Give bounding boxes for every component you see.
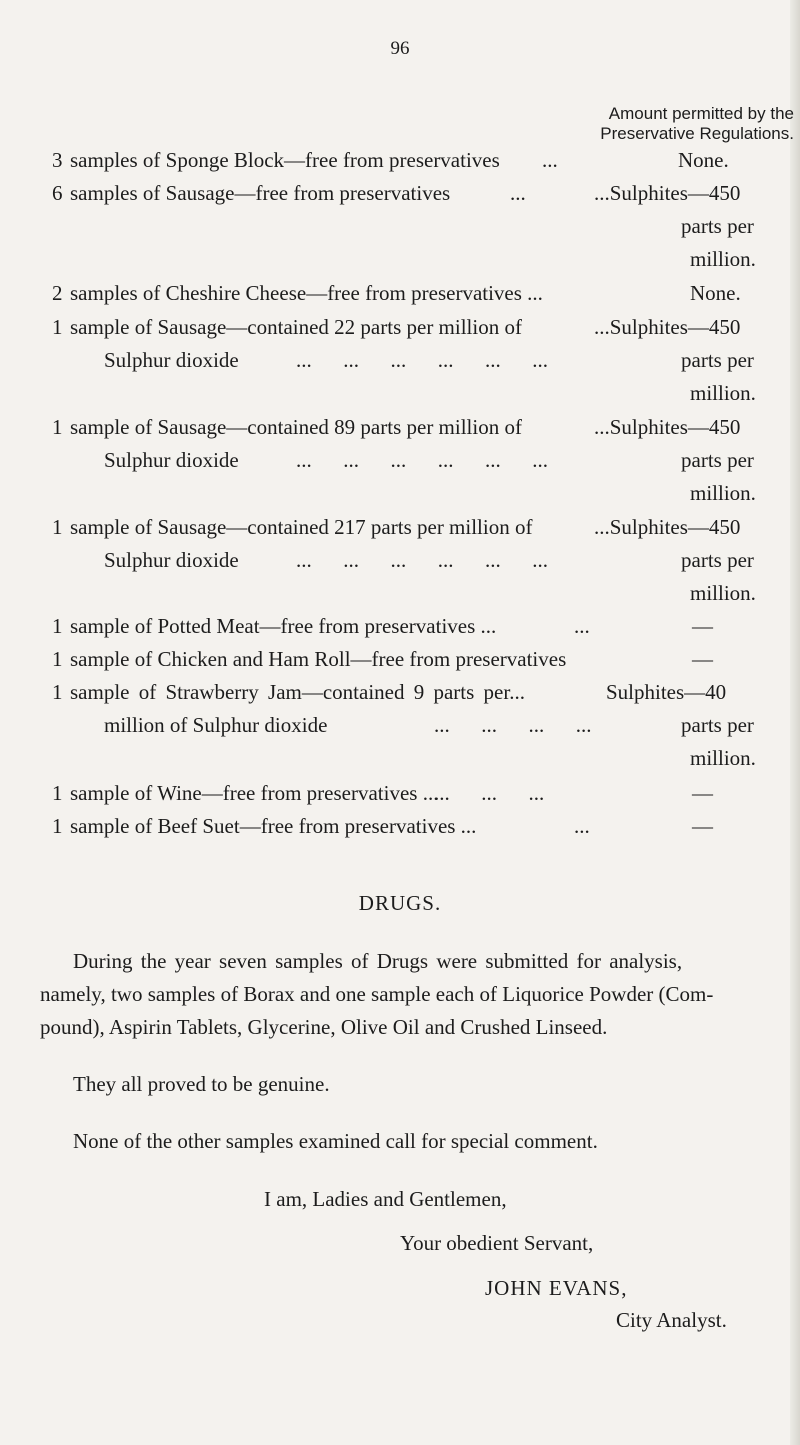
sample-count: 1 <box>52 814 63 838</box>
sample-count: 1 <box>52 415 63 439</box>
leader-dots: ... ... ... ... ... ... <box>296 448 548 472</box>
sample-description: sample of Strawberry Jam—contained 9 parts per... <box>70 680 525 704</box>
leader-dots: ... <box>574 614 590 638</box>
leader-dots: ... ... ... ... ... ... <box>296 548 548 572</box>
sample-result: ...Sulphites—450 <box>594 315 741 339</box>
comment-paragraph: None of the other samples examined call for special comment. <box>73 1129 598 1153</box>
sample-description: sample of Beef Suet—free from preservatives ... <box>70 814 477 838</box>
sample-description: samples of Sponge Block—free from preservatives <box>70 148 500 172</box>
leader-dots: ... <box>510 181 526 205</box>
sample-result: Sulphites—40 <box>606 680 727 704</box>
drugs-paragraph: They all proved to be genuine. <box>73 1072 330 1096</box>
leader-dots: ... <box>542 148 558 172</box>
column-header-line-2: Preservative Regulations. <box>600 124 794 143</box>
sample-description: sample of Potted Meat—free from preservatives ... <box>70 614 497 638</box>
sample-count: 3 <box>52 148 63 172</box>
sample-count: 1 <box>52 781 63 805</box>
closing-salutation: I am, Ladies and Gentlemen, <box>264 1187 507 1211</box>
sample-count: 1 <box>52 315 63 339</box>
sample-description: sample of Sausage—contained 22 parts per million of <box>70 315 522 339</box>
sample-description: sample of Sausage—contained 217 parts per million of <box>70 515 533 539</box>
leader-dots: ... <box>574 814 590 838</box>
sample-count: 2 <box>52 281 63 305</box>
sample-result: ...Sulphites—450 <box>594 415 741 439</box>
sample-description-continued: Sulphur dioxide <box>104 548 239 572</box>
sample-description-continued: Sulphur dioxide <box>104 348 239 372</box>
sample-result: — <box>692 814 713 838</box>
sample-count: 1 <box>52 647 63 671</box>
sample-result: ...Sulphites—450 <box>594 181 741 205</box>
sample-result: — <box>692 781 713 805</box>
leader-dots: ... ... ... ... <box>434 713 592 737</box>
signatory-title: City Analyst. <box>616 1308 727 1332</box>
sample-description: sample of Sausage—contained 89 parts per million of <box>70 415 522 439</box>
closing-valediction: Your obedient Servant, <box>400 1231 594 1255</box>
section-heading-drugs: DRUGS. <box>358 891 442 915</box>
sample-description: samples of Cheshire Cheese—free from preservatives ... <box>70 281 543 305</box>
leader-dots: ... ... ... ... ... ... <box>296 348 548 372</box>
sample-result: None. <box>690 281 741 305</box>
sample-result: ...Sulphites—450 <box>594 515 741 539</box>
sample-description: samples of Sausage—free from preservatives <box>70 181 451 205</box>
page-edge-shadow <box>790 0 800 1445</box>
sample-count: 1 <box>52 680 63 704</box>
page-number: 96 <box>390 38 410 59</box>
sample-description: sample of Wine—free from preservatives ... <box>70 781 439 805</box>
sample-count: 6 <box>52 181 63 205</box>
sample-result: — <box>692 647 713 671</box>
drugs-paragraph-line: namely, two samples of Borax and one sample each of Liquorice Powder (Com- <box>40 982 714 1006</box>
sample-result: None. <box>678 148 729 172</box>
document-page: 96 Amount permitted by the Preservative Regulations. 3 samples of Sponge Block—free from preservatives ... None. 6 samples of Sausage—free from preservatives ... ...Sulphites—450 parts per million. 2 samples of Cheshire Cheese—free from preservatives ... None. 1 sample of Sausage—contained 22 parts per million of ...Sulphites—450 Sulphur dioxide ... ... ... ... ... ... parts per million. 1 sample of Sausage—contained 89 parts per million of ...Sulphites—450 Sulphur dioxide ... ... ... ... ... ... parts per million. 1 sample of Sausage—contained 217 parts per million of ...Sulphites—450 Sulphur dioxide ... ... ... ... ... ... parts per million. 1 sample of Potted Meat—free from preservatives ... ... — 1 sample of Chicken and Ham Roll—free from preservatives — 1 sample of Strawberry Jam—contained 9 parts per... Sulphites—40 million of Sulphur dioxide ... ... ... ... parts per million. 1 sample of Wine—free from preservatives ... ... ... ... — 1 sample of Beef Suet—free from preservatives ... ... — DRUGS. During the year seven samples of Drugs were submitted for analysis, namely, two samples of Borax and one sample each of Liquorice Powder (Com- pound), Aspirin Tablets, Glycerine, Olive Oil and Crushed Linseed. They all proved to be genuine. None of the other samples examined call for special comment. I am, Ladies and Gentlemen, Your obedient Servant, JOHN EVANS, City Analyst. <box>0 0 800 1445</box>
drugs-paragraph-line: During the year seven samples of Drugs were submitted for analysis, <box>73 949 683 973</box>
sample-result: — <box>692 614 713 638</box>
sample-count: 1 <box>52 515 63 539</box>
sample-count: 1 <box>52 614 63 638</box>
sample-description-continued: Sulphur dioxide <box>104 448 239 472</box>
sample-description-continued: million of Sulphur dioxide <box>104 713 328 737</box>
leader-dots: ... ... ... <box>434 781 545 805</box>
signatory-name: JOHN EVANS, <box>485 1276 628 1300</box>
sample-description: sample of Chicken and Ham Roll—free from preservatives <box>70 647 567 671</box>
drugs-paragraph-line: pound), Aspirin Tablets, Glycerine, Olive Oil and Crushed Linseed. <box>40 1015 608 1039</box>
column-header <box>494 104 794 144</box>
column-header-line-1: Amount permitted by the <box>608 104 794 123</box>
